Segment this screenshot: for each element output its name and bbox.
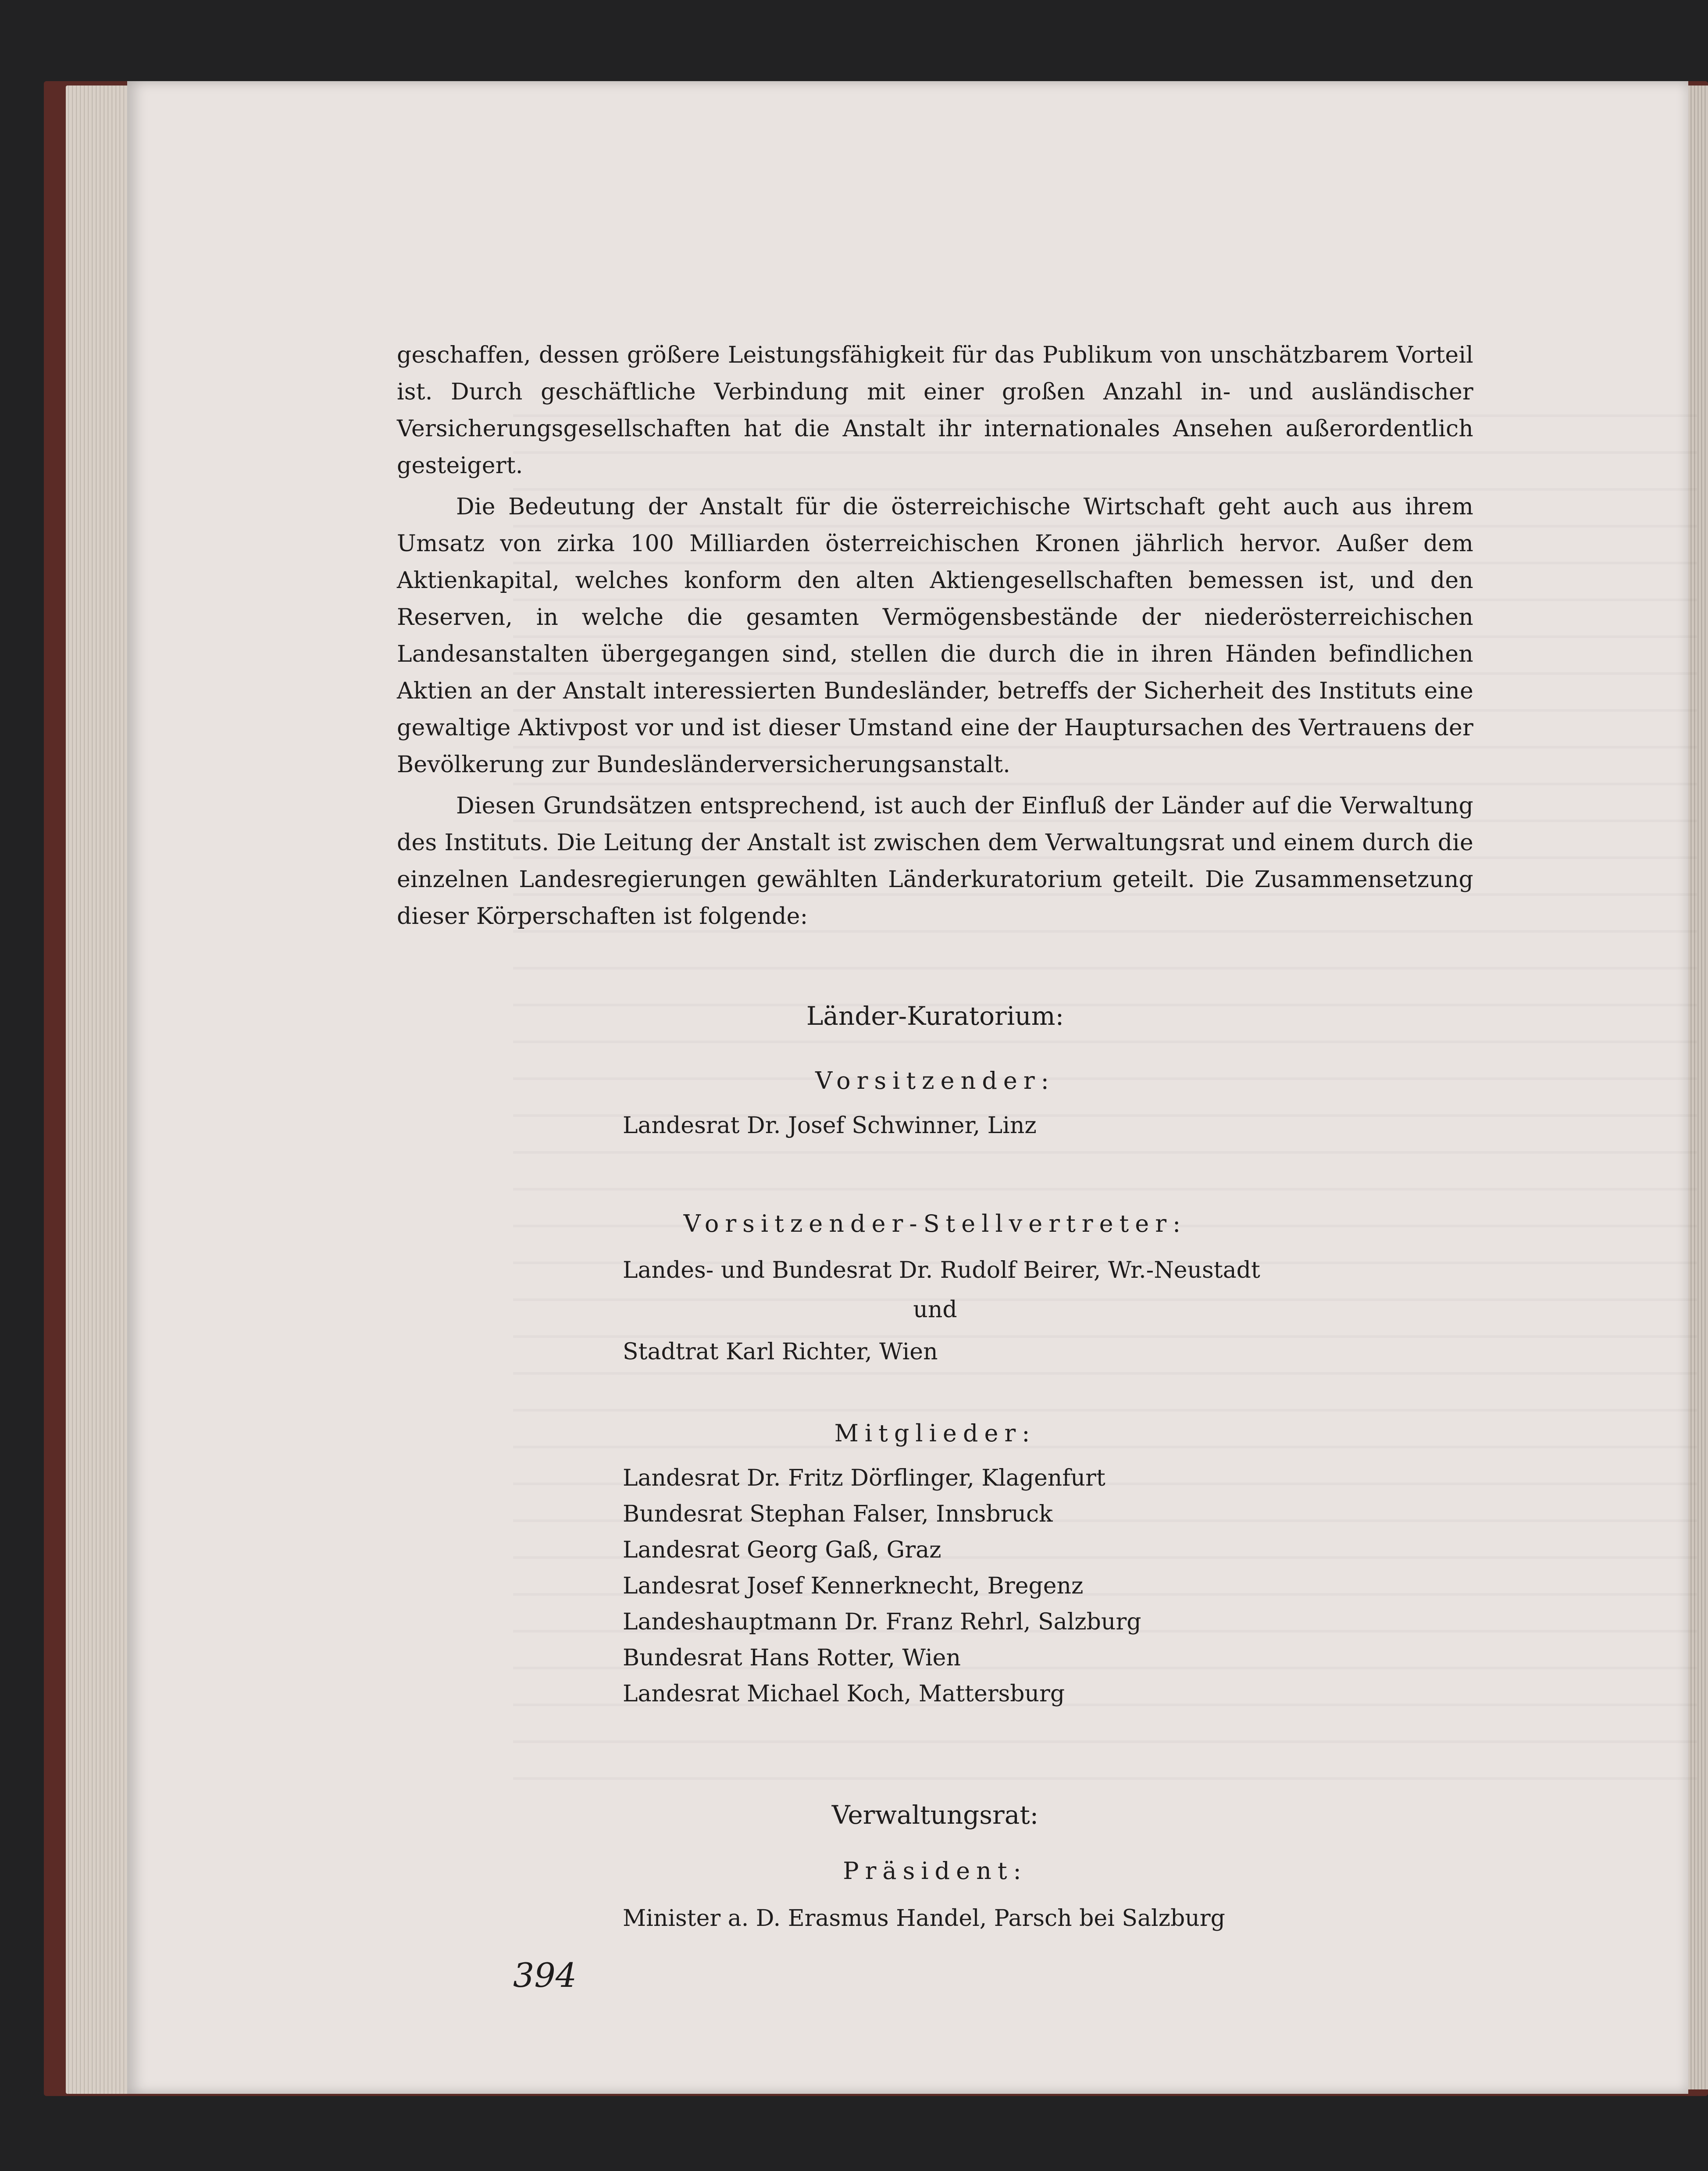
paragraph-2: Die Bedeutung der Anstalt für die österreichische Wirtschaft geht auch aus ihrem Umsatz von zirka 100 Milliarden österreichischen Kronen jährlich hervor. Außer dem Aktienkapital, welches konform den alten Aktiengesellschaften bemessen ist, und den Reserven, in welche die gesamten Vermögensbestände der niederösterreichischen Landesanstalten übergegangen sind, stellen die durch die in ihren Händen befindlichen Aktien an der Anstalt interessierten Bundesländer, betreffs der Sicherheit des Instituts eine gewaltige Aktivpost vor und ist dieser Umstand eine der Hauptursachen des Vertrauens der Bevölkerung zur Bundesländerversicherungsanstalt. [397, 494, 1473, 778]
deputy-name-1: Landes- und Bundesrat Dr. Rudolf Beirer, Wr.-Neustadt [623, 1257, 1260, 1283]
member-item: Landesrat Georg Gaß, Graz [623, 1537, 941, 1563]
chair-label: Vorsitzender: [815, 1067, 1055, 1094]
members-list [397, 1460, 1473, 1712]
paragraph-1: geschaffen, dessen größere Leistungsfähigkeit für das Publikum von unschätzbarem Vorteil ist. Durch geschäftliche Verbindung mit einer großen Anzahl in- und ausländischer Versicherungsgesellschaften hat die Anstalt ihr internationales Ansehen außerordentlich gesteigert. [397, 342, 1473, 479]
page-edges-left [66, 86, 132, 2094]
member-item: Landesrat Dr. Fritz Dörflinger, Klagenfurt [623, 1465, 1105, 1491]
verwaltungsrat-title: Verwaltungsrat: [831, 1800, 1039, 1830]
page-number: 394 [513, 1956, 577, 1995]
members-label: Mitglieder: [834, 1419, 1036, 1447]
book-page [127, 81, 1688, 2094]
verwaltungsrat-section [397, 1800, 1473, 1936]
paragraph-3: Diesen Grundsätzen entsprechend, ist auch der Einfluß der Länder auf die Verwaltung des Instituts. Die Leitung der Anstalt ist zwischen dem Verwaltungsrat und einem durch die einzelnen Landesregierungen gewählten Länderkuratorium geteilt. Die Zusammensetzung dieser Körperschaften ist folgende: [397, 793, 1473, 930]
chair-name: Landesrat Dr. Josef Schwinner, Linz [623, 1112, 1037, 1139]
president-label: Präsident: [843, 1857, 1027, 1885]
member-item: Landeshauptmann Dr. Franz Rehrl, Salzburg [623, 1609, 1141, 1635]
member-item: Landesrat Michael Koch, Mattersburg [623, 1681, 1065, 1707]
deputy-name-2: Stadtrat Karl Richter, Wien [623, 1339, 938, 1365]
deputy-label: Vorsitzender-Stellvertreter: [683, 1210, 1187, 1237]
page-content [397, 254, 1473, 1936]
deputy-and: und [913, 1297, 957, 1323]
member-item: Bundesrat Hans Rotter, Wien [623, 1645, 961, 1671]
member-item: Landesrat Josef Kennerknecht, Bregenz [623, 1573, 1084, 1599]
president-name: Minister a. D. Erasmus Handel, Parsch bei Salzburg [623, 1905, 1225, 1932]
kuratorium-section [397, 1001, 1473, 1712]
member-item: Bundesrat Stephan Falser, Innsbruck [623, 1501, 1053, 1527]
kuratorium-title: Länder-Kuratorium: [806, 1001, 1064, 1031]
